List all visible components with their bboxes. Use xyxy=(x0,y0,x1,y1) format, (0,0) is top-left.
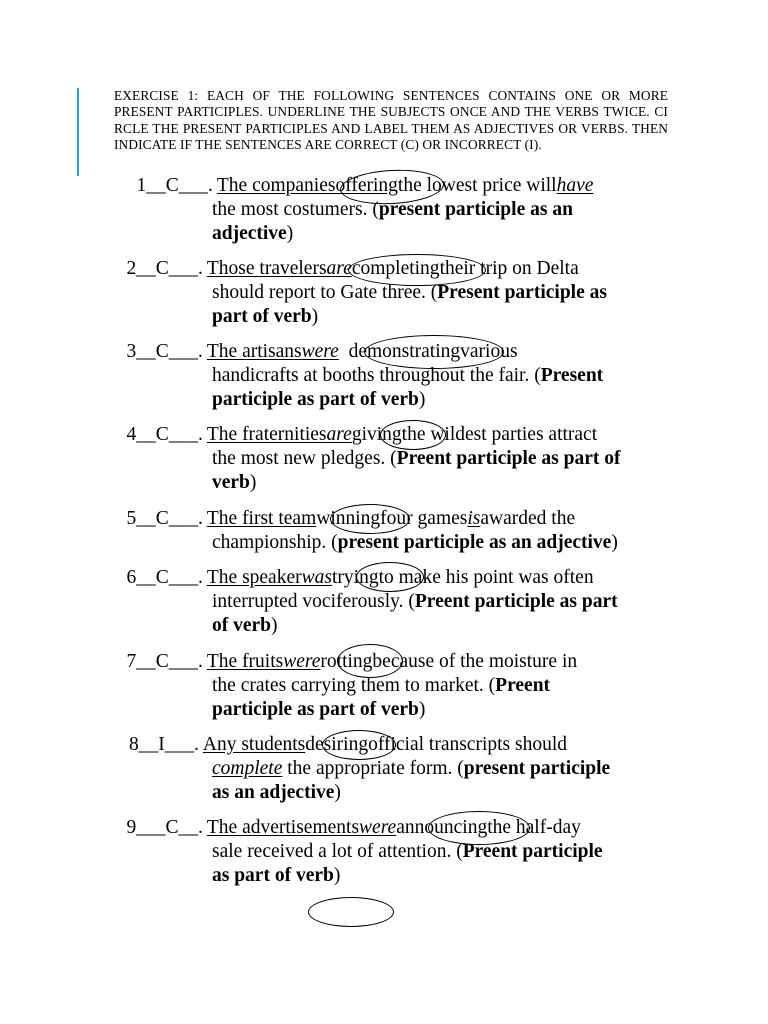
answer-label: 4__C___ xyxy=(126,424,198,445)
answer-label: 5__C___ xyxy=(126,508,198,529)
subject: The artisans xyxy=(206,341,302,362)
present-participle: giving xyxy=(351,424,402,445)
verb: was xyxy=(301,567,332,588)
answer-label: 2__C___ xyxy=(126,258,198,279)
participle-label: Preent participle as part of xyxy=(396,448,621,469)
exercise-item-1: 1__C___ . The companies offering the lowest price will have the most costumers. (present participle as an adjective) xyxy=(100,174,690,246)
present-participle: trying xyxy=(331,567,379,588)
present-participle: winning xyxy=(316,508,381,529)
exercise-item-4: 4__C___ . The fraternities are giving the wildest parties attract the most new pledges. (Preent participle as part of verb) xyxy=(100,423,690,495)
participle-label: present participle as an adjective xyxy=(337,532,612,553)
empty-circle xyxy=(308,897,394,927)
present-participle: desiring xyxy=(305,734,369,755)
present-participle: offering xyxy=(335,175,398,196)
answer-label: 8__I___ xyxy=(129,734,194,755)
subject: The first team xyxy=(206,508,317,529)
verb: have xyxy=(556,175,594,196)
verb: is xyxy=(467,508,481,529)
subject: The fruits xyxy=(206,651,284,672)
participle-label: Preent participle as part xyxy=(414,591,618,612)
subject: Those travelers xyxy=(206,258,327,279)
answer-label: 1__C___ xyxy=(136,175,208,196)
exercise-item-9: 9___C__ . The advertisements were announcing the half-day sale received a lot of attention. (Preent participle as part of verb) xyxy=(100,816,690,888)
present-participle: completing xyxy=(351,258,440,279)
subject: Any students xyxy=(202,734,306,755)
margin-bar xyxy=(77,88,79,176)
answer-label: 9___C__ xyxy=(126,817,198,838)
exercise-item-2: 2__C___ . Those travelers are completing their trip on Delta should report to Gate three. (Present participle as part of verb) xyxy=(100,257,690,329)
verb: are xyxy=(326,424,352,445)
present-participle: announcing xyxy=(396,817,488,838)
subject: The speaker xyxy=(206,567,302,588)
answer-label: 3__C___ xyxy=(126,341,198,362)
answer-label: 6__C___ xyxy=(126,567,198,588)
verb: were xyxy=(301,341,339,362)
participle-label: Present xyxy=(540,365,604,386)
exercise-item-3: 3__C___ . The artisans were demonstrating various handicrafts at booths throughout the fair. (Present participle as part of verb) xyxy=(100,340,690,412)
subject: The fraternities xyxy=(206,424,327,445)
verb: complete xyxy=(212,758,283,779)
participle-label: Preent xyxy=(495,675,551,696)
participle-label: present participle as an xyxy=(378,199,573,220)
present-participle: demonstrating xyxy=(348,341,461,362)
exercise-item-6: 6__C___ . The speaker was trying to make his point was often interrupted vociferously. (Preent participle as part of verb) xyxy=(100,566,690,638)
exercise-item-8: 8__I___ . Any students desiring official transcripts should complete the appropriate form. (present participle as an adjective) xyxy=(100,733,690,805)
present-participle: rotting xyxy=(320,651,373,672)
verb: are xyxy=(326,258,352,279)
participle-label: Present participle as xyxy=(437,282,607,303)
subject: The companies xyxy=(216,175,336,196)
participle-label: present participle xyxy=(463,758,611,779)
exercise-instructions: EXERCISE 1: EACH OF THE FOLLOWING SENTENCES CONTAINS ONE OR MORE PRESENT PARTICIPLES. UNDERLINE THE SUBJECTS ONCE AND THE VERBS TWICE. CI RCLE THE PRESENT PARTICIPLES AND LABEL THEM AS ADJECTIVES OR VERBS. THEN INDICATE IF THE SENTENCES ARE CORRECT (C) OR INCORRECT (I). xyxy=(114,88,668,153)
exercise-item-5: 5__C___ . The first team winning four games is awarded the championship. (present participle as an adjective) xyxy=(100,507,690,555)
verb: were xyxy=(283,651,321,672)
answer-label: 7__C___ xyxy=(126,651,198,672)
participle-label: Preent participle xyxy=(462,841,603,862)
exercise-item-7: 7__C___ . The fruits were rotting because of the moisture in the crates carrying them to market. (Preent participle as part of verb) xyxy=(100,650,690,722)
subject: The advertisements xyxy=(206,817,360,838)
verb: were xyxy=(359,817,397,838)
